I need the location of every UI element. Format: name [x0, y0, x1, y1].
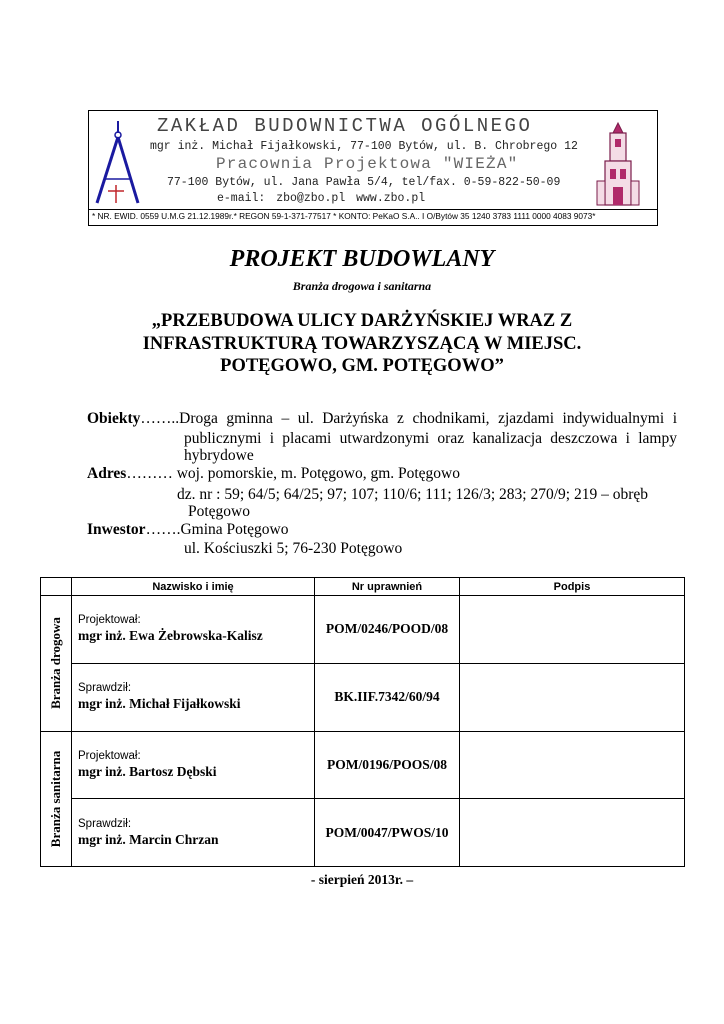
- header-name: Nazwisko i imię: [72, 578, 315, 596]
- person-name: mgr inż. Marcin Chrzan: [78, 831, 219, 847]
- person-name: mgr inż. Ewa Żebrowska-Kalisz: [78, 628, 263, 644]
- document-subtitle: Branża drogowa i sanitarna: [292, 279, 432, 293]
- header-signature: Podpis: [460, 578, 685, 596]
- document-date: - sierpień 2013r. –: [310, 872, 414, 887]
- company-address: 77-100 Bytów, ul. Jana Pawła 5/4, tel/fax. 0-59-822-50-09: [167, 176, 561, 189]
- objects-dots: ……..: [140, 410, 180, 427]
- address-line-1: [87, 464, 460, 484]
- table-row: [41, 731, 685, 799]
- company-header: [88, 110, 658, 226]
- branch-label-sanitary: Branża sanitarna: [48, 750, 63, 847]
- role-label: Projektował:: [78, 749, 141, 762]
- objects-line-3: hybrydowe: [184, 447, 254, 464]
- objects-text-1: Droga gminna – ul. Darżyńska z chodnikami, zjazdami indywidualnymi i: [179, 410, 677, 427]
- signature-cell: [460, 663, 685, 731]
- company-name: ZAKŁAD BUDOWNICTWA OGÓLNEGO: [157, 115, 533, 137]
- role-label: Sprawdził:: [78, 682, 132, 695]
- signature-cell: [460, 731, 685, 799]
- role-label: Projektował:: [78, 614, 141, 627]
- person-name: mgr inż. Michał Fijałkowski: [78, 696, 241, 712]
- branch-cell-sanitary: [41, 731, 72, 867]
- owner-line: mgr inż. Michał Fijałkowski, 77-100 Bytów, ul. B. Chrobrego 12: [150, 140, 578, 153]
- investor-label: Inwestor: [87, 521, 146, 538]
- project-name: „PRZEBUDOWA ULICY DARŻYŃSKIEJ WRAZ Z INFRASTRUKTURĄ TOWARZYSZĄCĄ W MIEJSC. POTĘGOWO, GM. POTĘGOWO”: [142, 311, 582, 376]
- objects-label: Obiekty: [87, 410, 141, 427]
- investor-line-1: [87, 520, 289, 540]
- signature-cell: [460, 596, 685, 664]
- investor-line-2: ul. Kościuszki 5; 76-230 Potęgowo: [184, 540, 403, 557]
- table-row: [41, 596, 685, 664]
- studio-name: Pracownia Projektowa "WIEŻA": [216, 155, 519, 173]
- header-divider: [89, 209, 657, 210]
- signature-table: [40, 577, 685, 867]
- company-contact: e-mail: zbo@zbo.pl www.zbo.pl: [217, 192, 426, 205]
- name-cell: [72, 663, 315, 731]
- role-label: Sprawdził:: [78, 817, 132, 830]
- name-cell: [72, 731, 315, 799]
- license-number: POM/0196/POOS/08: [315, 731, 460, 799]
- investor-text-1: Gmina Potęgowo: [180, 521, 289, 538]
- address-dots: ………: [126, 465, 177, 482]
- branch-label-road: Branża drogowa: [48, 617, 63, 710]
- header-corner: [41, 578, 72, 596]
- registry-line: * NR. EWID. 0559 U.M.G 21.12.1989r.* REGON 59-1-371-77517 * KONTO: PeKaO S.A.. I O/Bytów 35 1240 3783 1111 0000 4083 9073*: [92, 211, 596, 221]
- address-label: Adres: [87, 465, 127, 482]
- name-cell: [72, 596, 315, 664]
- investor-dots: …….: [145, 521, 181, 538]
- name-cell: [72, 799, 315, 867]
- person-name: mgr inż. Bartosz Dębski: [78, 763, 217, 779]
- table-header-row: [41, 578, 685, 596]
- table-row: [41, 663, 685, 731]
- license-number: POM/0246/POOD/08: [315, 596, 460, 664]
- address-text-1: woj. pomorskie, m. Potęgowo, gm. Potęgowo: [176, 465, 461, 482]
- address-line-2: dz. nr : 59; 64/5; 64/25; 97; 107; 110/6; 111; 126/3; 283; 270/9; 219 – obręb: [177, 486, 649, 503]
- branch-cell-road: [41, 596, 72, 732]
- signature-cell: [460, 799, 685, 867]
- objects-line-2: publicznymi i placami utwardzonymi oraz kanalizacja deszczowa i lampy: [184, 430, 677, 447]
- header-license: Nr uprawnień: [315, 578, 460, 596]
- license-number: POM/0047/PWOS/10: [315, 799, 460, 867]
- compass-logo-icon: [92, 117, 144, 207]
- tower-logo-icon: [595, 121, 641, 207]
- objects-line-1: [87, 409, 677, 429]
- address-line-3: Potęgowo: [188, 503, 250, 520]
- table-row: [41, 799, 685, 867]
- license-number: BK.IIF.7342/60/94: [315, 663, 460, 731]
- document-title: PROJEKT BUDOWLANY: [229, 246, 495, 272]
